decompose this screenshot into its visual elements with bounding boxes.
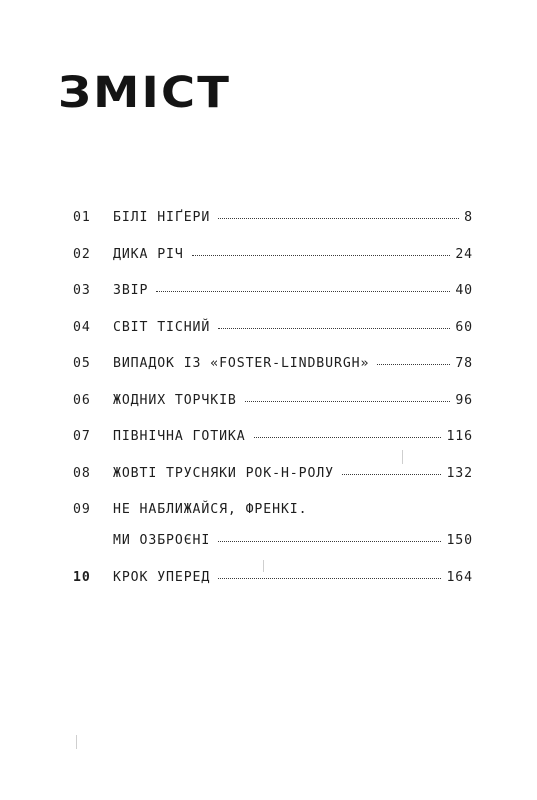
toc-entry-title: ЖОДНИХ ТОРЧКІВ bbox=[113, 392, 237, 408]
toc-entry-page: 60 bbox=[455, 319, 473, 335]
toc-entry-07[interactable] bbox=[73, 429, 473, 466]
toc-entry-09[interactable] bbox=[73, 502, 473, 533]
toc-entry-number: 05 bbox=[73, 356, 91, 371]
toc-entry-title: ЖОВТІ ТРУСНЯКИ РОК-Н-РОЛУ bbox=[113, 465, 334, 481]
dot-leader bbox=[218, 218, 459, 219]
toc-entry-number: 06 bbox=[73, 392, 91, 408]
toc-entry-number: 01 bbox=[73, 210, 91, 225]
toc-entry-page: 8 bbox=[464, 210, 473, 225]
toc-entry-page: 116 bbox=[446, 429, 473, 444]
toc-entry-title-line2: МИ ОЗБРОЄНІ bbox=[113, 533, 211, 548]
toc-entry-title: ПІВНІЧНА ГОТИКА bbox=[113, 429, 246, 444]
toc-entry-page: 164 bbox=[446, 569, 473, 585]
toc-entry-number: 09 bbox=[73, 502, 91, 517]
toc-entry-04[interactable] bbox=[73, 320, 473, 357]
toc-entry-title: ВИПАДОК ІЗ «FOSTER-LINDBURGH» bbox=[113, 356, 370, 371]
page-title: ЗМІСТ bbox=[58, 68, 232, 118]
toc-entry-title: БІЛІ НІҐЕРИ bbox=[113, 210, 211, 225]
toc-entry-title: ЗВІР bbox=[113, 283, 149, 298]
toc-entry-title: СВІТ ТІСНИЙ bbox=[113, 319, 211, 335]
toc-entry-title: КРОК УПЕРЕД bbox=[113, 569, 211, 585]
toc-entry-number: 08 bbox=[73, 465, 91, 481]
dot-leader bbox=[218, 578, 441, 579]
paper-mark bbox=[402, 450, 403, 464]
dot-leader bbox=[377, 364, 450, 365]
table-of-contents bbox=[73, 210, 473, 606]
toc-entry-title-line1: НЕ НАБЛИЖАЙСЯ, ФРЕНКІ. bbox=[113, 502, 308, 517]
toc-entry-08[interactable] bbox=[73, 466, 473, 503]
dot-leader bbox=[156, 291, 450, 292]
toc-entry-03[interactable] bbox=[73, 283, 473, 320]
toc-entry-number: 02 bbox=[73, 246, 91, 262]
toc-entry-02[interactable] bbox=[73, 247, 473, 284]
toc-entry-page: 132 bbox=[446, 465, 473, 481]
toc-entry-number: 10 bbox=[73, 569, 91, 585]
toc-entry-01[interactable] bbox=[73, 210, 473, 247]
toc-entry-number: 03 bbox=[73, 283, 91, 298]
dot-leader bbox=[192, 255, 451, 256]
toc-entry-09-continued[interactable] bbox=[73, 533, 473, 570]
toc-entry-page: 96 bbox=[455, 392, 473, 408]
paper-mark bbox=[76, 735, 77, 749]
toc-entry-number: 07 bbox=[73, 429, 91, 444]
dot-leader bbox=[218, 328, 450, 329]
toc-entry-number: 04 bbox=[73, 319, 91, 335]
toc-entry-10[interactable] bbox=[73, 570, 473, 607]
paper-mark bbox=[263, 560, 264, 572]
toc-entry-page: 40 bbox=[455, 283, 473, 298]
toc-entry-page: 78 bbox=[455, 356, 473, 371]
toc-entry-06[interactable] bbox=[73, 393, 473, 430]
toc-entry-05[interactable] bbox=[73, 356, 473, 393]
dot-leader bbox=[342, 474, 441, 475]
toc-entry-title: ДИКА РІЧ bbox=[113, 246, 184, 262]
toc-entry-page: 150 bbox=[446, 533, 473, 548]
toc-entry-page: 24 bbox=[455, 246, 473, 262]
dot-leader bbox=[245, 401, 451, 402]
dot-leader bbox=[218, 541, 441, 542]
dot-leader bbox=[254, 437, 442, 438]
